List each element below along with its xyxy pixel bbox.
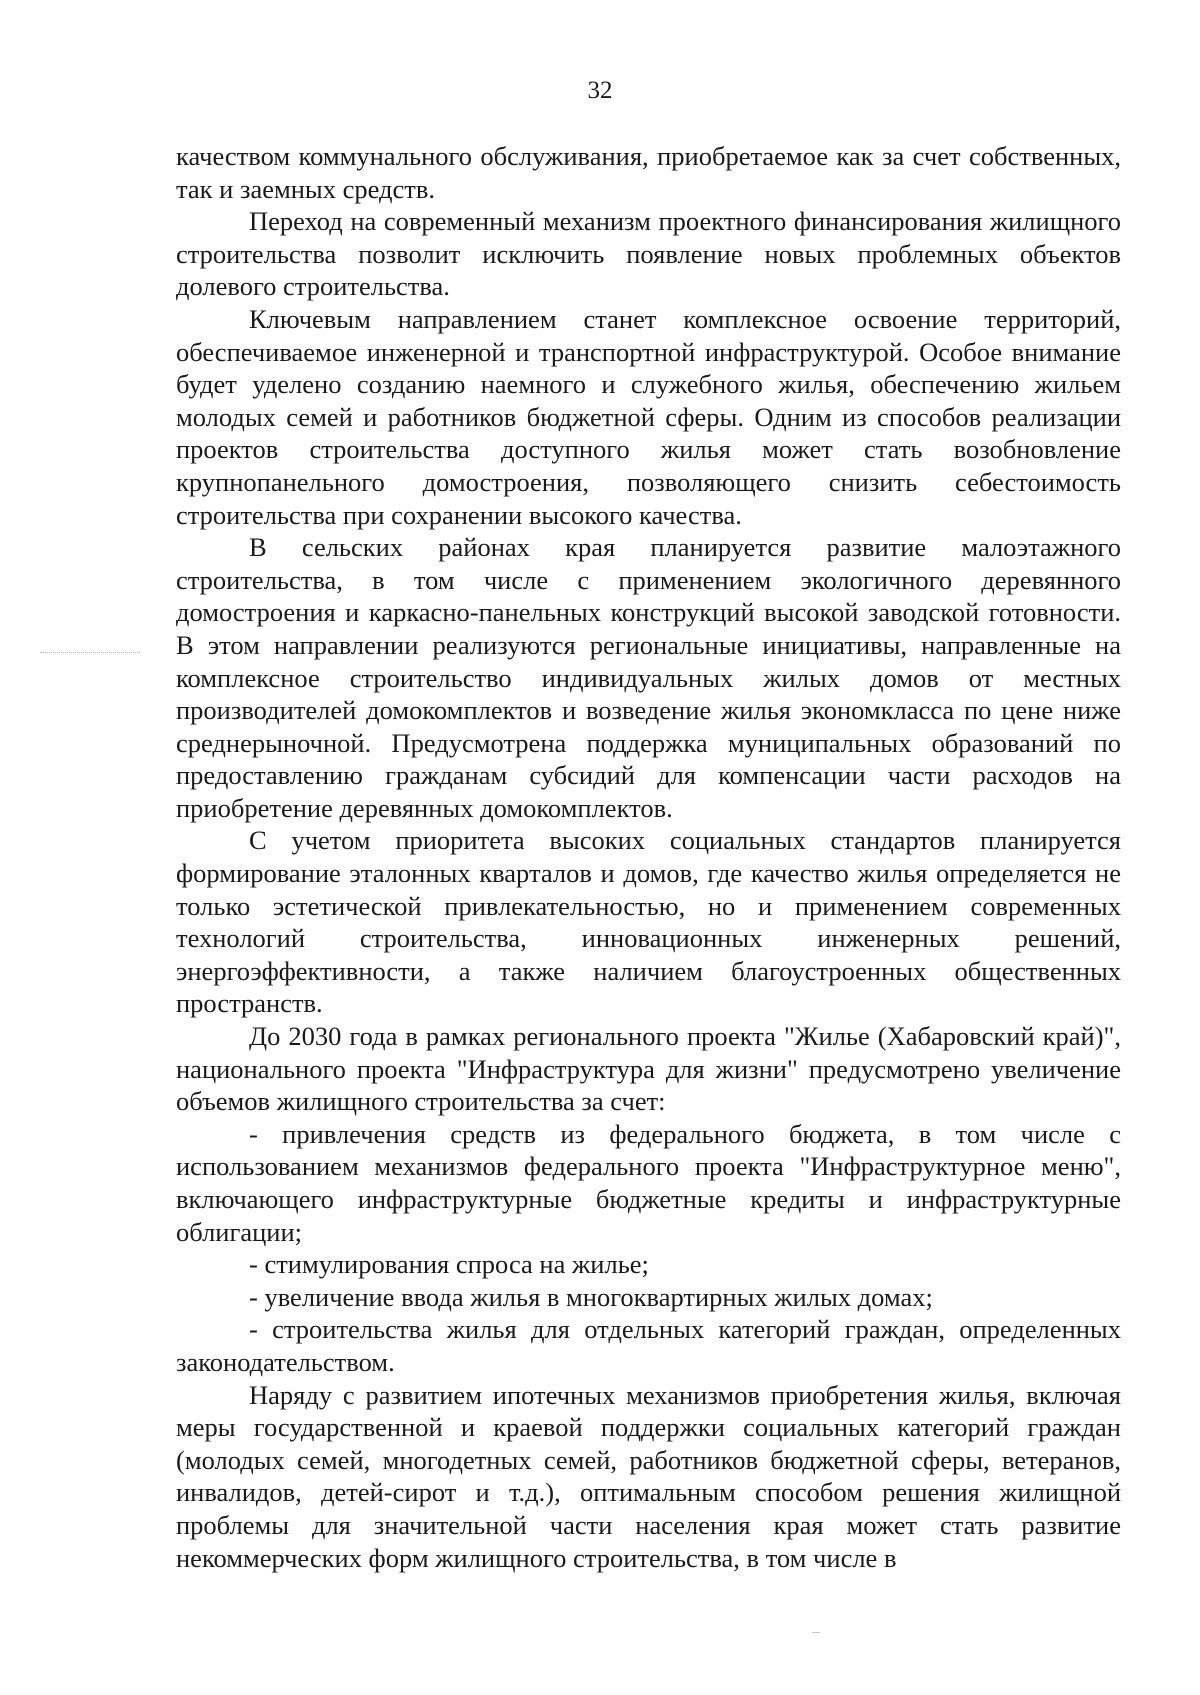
paragraph-rural-construction: В сельских районах края планируется развитие малоэтажного строительства, в том числе с применением экологичного деревянного домостроения и каркасно-панельных конструкций высокой заводской готовности. В этом направлении реализуются региональные инициативы, направленные на комплексное строительство индивидуальных жилых домов от местных производителей домокомплектов и возведение жилья экономкласса по цене ниже среднерыночной. Предусмотрена поддержка муниципальных образований по предоставлению гражданам субсидий для компенсации части расходов на приобретение деревянных домокомплектов.: [176, 532, 1121, 823]
paragraph-project-financing: Переход на современный механизм проектного финансирования жилищного строительства позволит исключить появление новых проблемных объектов долевого строительства.: [176, 206, 1121, 302]
list-item-citizen-categories: - строительства жилья для отдельных категорий граждан, определенных законодательством.: [176, 1314, 1121, 1377]
bottom-scan-artifact: [812, 1632, 820, 1633]
page-number: 32: [587, 77, 613, 104]
document-body: [176, 140, 1121, 1574]
list-item-apartment-buildings: - увеличение ввода жилья в многоквартирных жилых домах;: [249, 1281, 933, 1312]
paragraph-territory-development: Ключевым направлением станет комплексное освоение территорий, обеспечиваемое инженерной и транспортной инфраструктурой. Особое внимание будет уделено созданию наемного и служебного жилья, обеспечению жильем молодых семей и работников бюджетной сферы. Одним из способов реализации проектов строительства доступного жилья может стать возобновление крупнопанельного домостроения, позволяющего снизить себестоимость строительства при сохранении высокого качества.: [176, 303, 1121, 530]
list-item-federal-budget: - привлечения средств из федерального бюджета, в том числе с использованием механизмов федерального проекта "Инфраструктурное меню", включающего инфраструктурные бюджетные кредиты и инфраструктурные облигации;: [176, 1118, 1121, 1247]
list-item-demand-stimulation: - стимулирования спроса на жилье;: [249, 1249, 649, 1280]
paragraph-reference-quarters: С учетом приоритета высоких социальных стандартов планируется формирование эталонных кварталов и домов, где качество жилья определяется не только эстетической привлекательностью, но и применением современных технологий строительства, инновационных инженерных решений, энергоэффективности, а также наличием благоустроенных общественных пространств.: [176, 825, 1121, 1019]
paragraph-continuation: качеством коммунального обслуживания, приобретаемое как за счет собственных, так и заемных средств.: [176, 141, 1121, 204]
paragraph-mortgage-mechanisms: Наряду с развитием ипотечных механизмов приобретения жилья, включая меры государственной и краевой поддержки социальных категорий граждан (молодых семей, многодетных семей, работников бюджетной сферы, ветеранов, инвалидов, детей-сирот и т.д.), оптимальным способом решения жилищной проблемы для значительной части населения края может стать развитие некоммерческих форм жилищного строительства, в том числе в: [176, 1379, 1121, 1573]
paragraph-regional-project: До 2030 года в рамках регионального проекта "Жилье (Хабаровский край)", национального проекта "Инфраструктура для жизни" предусмотрено увеличение объемов жилищного строительства за счет:: [176, 1021, 1121, 1117]
margin-scan-artifact: [40, 652, 140, 653]
